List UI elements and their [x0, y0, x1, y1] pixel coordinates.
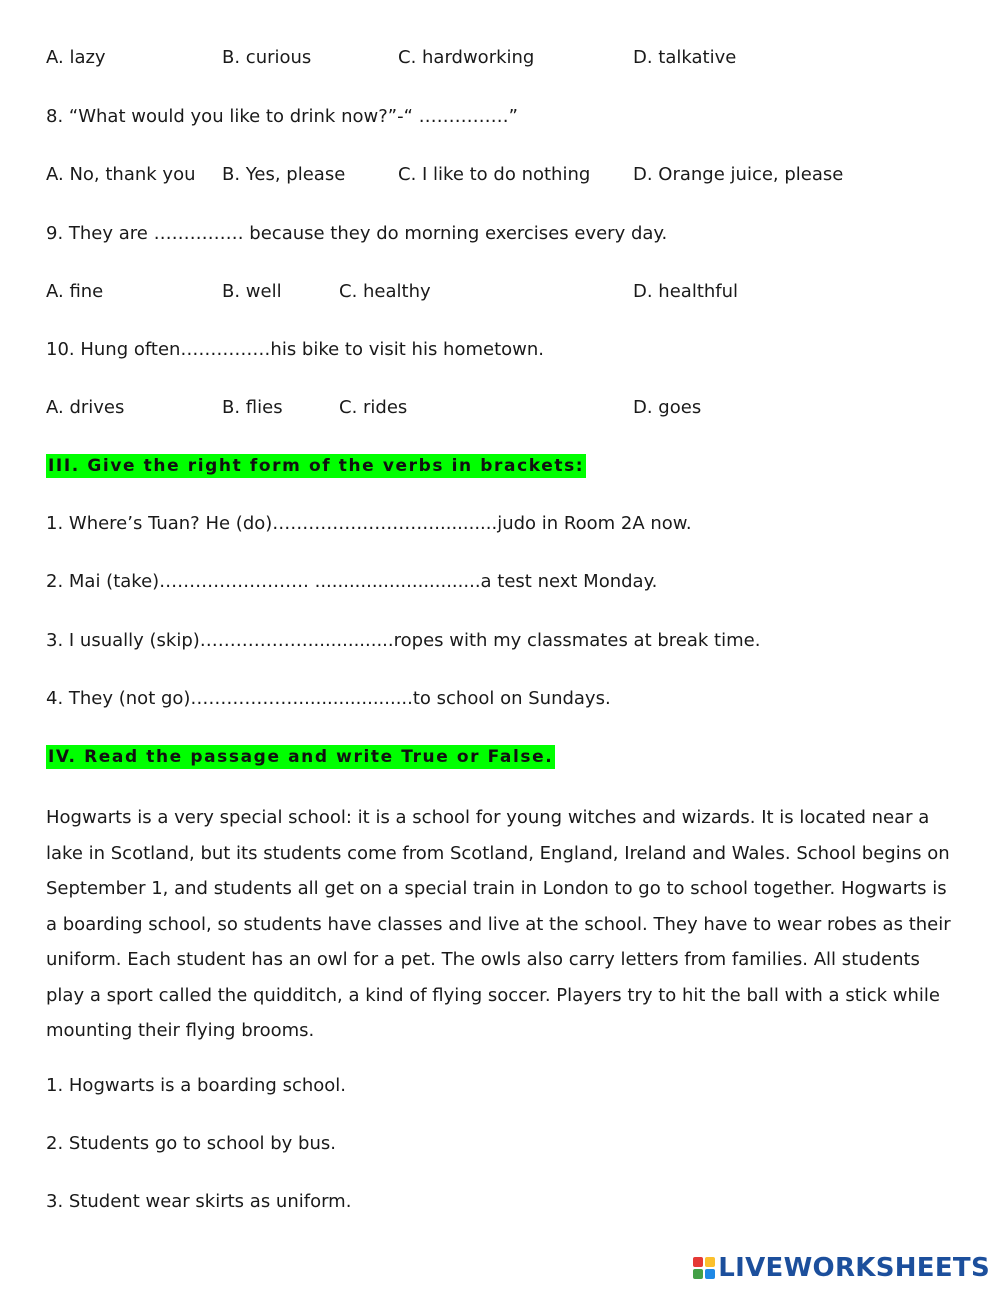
q9-question: 9. They are …………… because they do morning exercises every day. [46, 223, 668, 244]
q8-option-a[interactable]: A. No, thank you [46, 164, 196, 185]
q8-question: 8. “What would you like to drink now?”-“ ……………” [46, 106, 518, 127]
q9-option-c[interactable]: C. healthy [339, 281, 431, 302]
q7-option-b[interactable]: B. curious [222, 47, 312, 68]
q9-option-b[interactable]: B. well [222, 281, 282, 302]
section3-heading: III. Give the right form of the verbs in brackets: [48, 456, 585, 476]
section3-item[interactable]: 3. I usually (skip)………………...............ropes with my classmates at break time. [46, 630, 761, 651]
q9-option-a[interactable]: A. fine [46, 281, 104, 302]
reading-passage: Hogwarts is a very special school: it is a school for young witches and wizards. It is located near a lake in Scotland, but its students come from Scotland, England, Ireland and Wales. School begins on September 1, and students all get on a special train in London to go to school together. Hogwarts is a boarding school, so students have classes and live at the school. They have to wear robes as their uniform. Each student has an owl for a pet. The owls also carry letters from families. All students play a sport called the quidditch, a kind of flying soccer. Players try to hit the ball with a stick while mounting their flying brooms. [46, 807, 951, 1041]
q8-option-c[interactable]: C. I like to do nothing [398, 164, 591, 185]
logo-block-icon [705, 1269, 715, 1279]
logo-block-icon [693, 1257, 703, 1267]
logo-blocks-icon [693, 1257, 715, 1279]
q8-option-d[interactable]: D. Orange juice, please [633, 164, 844, 185]
q8-option-b[interactable]: B. Yes, please [222, 164, 346, 185]
section3-item[interactable]: 4. They (not go)………………....................to school on Sundays. [46, 688, 611, 709]
tf-statement[interactable]: 2. Students go to school by bus. [46, 1133, 336, 1154]
q7-option-d[interactable]: D. talkative [633, 47, 737, 68]
logo-block-icon [705, 1257, 715, 1267]
section4-heading-row [46, 745, 970, 769]
liveworksheets-logo [693, 1253, 990, 1283]
section3-item[interactable]: 1. Where’s Tuan? He (do)………………………...........judo in Room 2A now. [46, 513, 692, 534]
tf-statement[interactable]: 1. Hogwarts is a boarding school. [46, 1075, 346, 1096]
tf-statement[interactable]: 3. Student wear skirts as uniform. [46, 1191, 352, 1212]
q10-option-d[interactable]: D. goes [633, 397, 702, 418]
section3-heading-row [46, 454, 970, 478]
q10-question: 10. Hung often……………his bike to visit his hometown. [46, 339, 544, 360]
q7-option-c[interactable]: C. hardworking [398, 47, 535, 68]
q10-option-b[interactable]: B. flies [222, 397, 283, 418]
q7-option-a[interactable]: A. lazy [46, 47, 106, 68]
section4-heading: IV. Read the passage and write True or False. [48, 747, 554, 767]
q10-option-a[interactable]: A. drives [46, 397, 125, 418]
section3-item[interactable]: 2. Mai (take)……………………. .............................a test next Monday. [46, 571, 658, 592]
logo-text: LIVEWORKSHEETS [718, 1253, 990, 1283]
q9-option-d[interactable]: D. healthful [633, 281, 739, 302]
q10-option-c[interactable]: C. rides [339, 397, 408, 418]
logo-block-icon [693, 1269, 703, 1279]
